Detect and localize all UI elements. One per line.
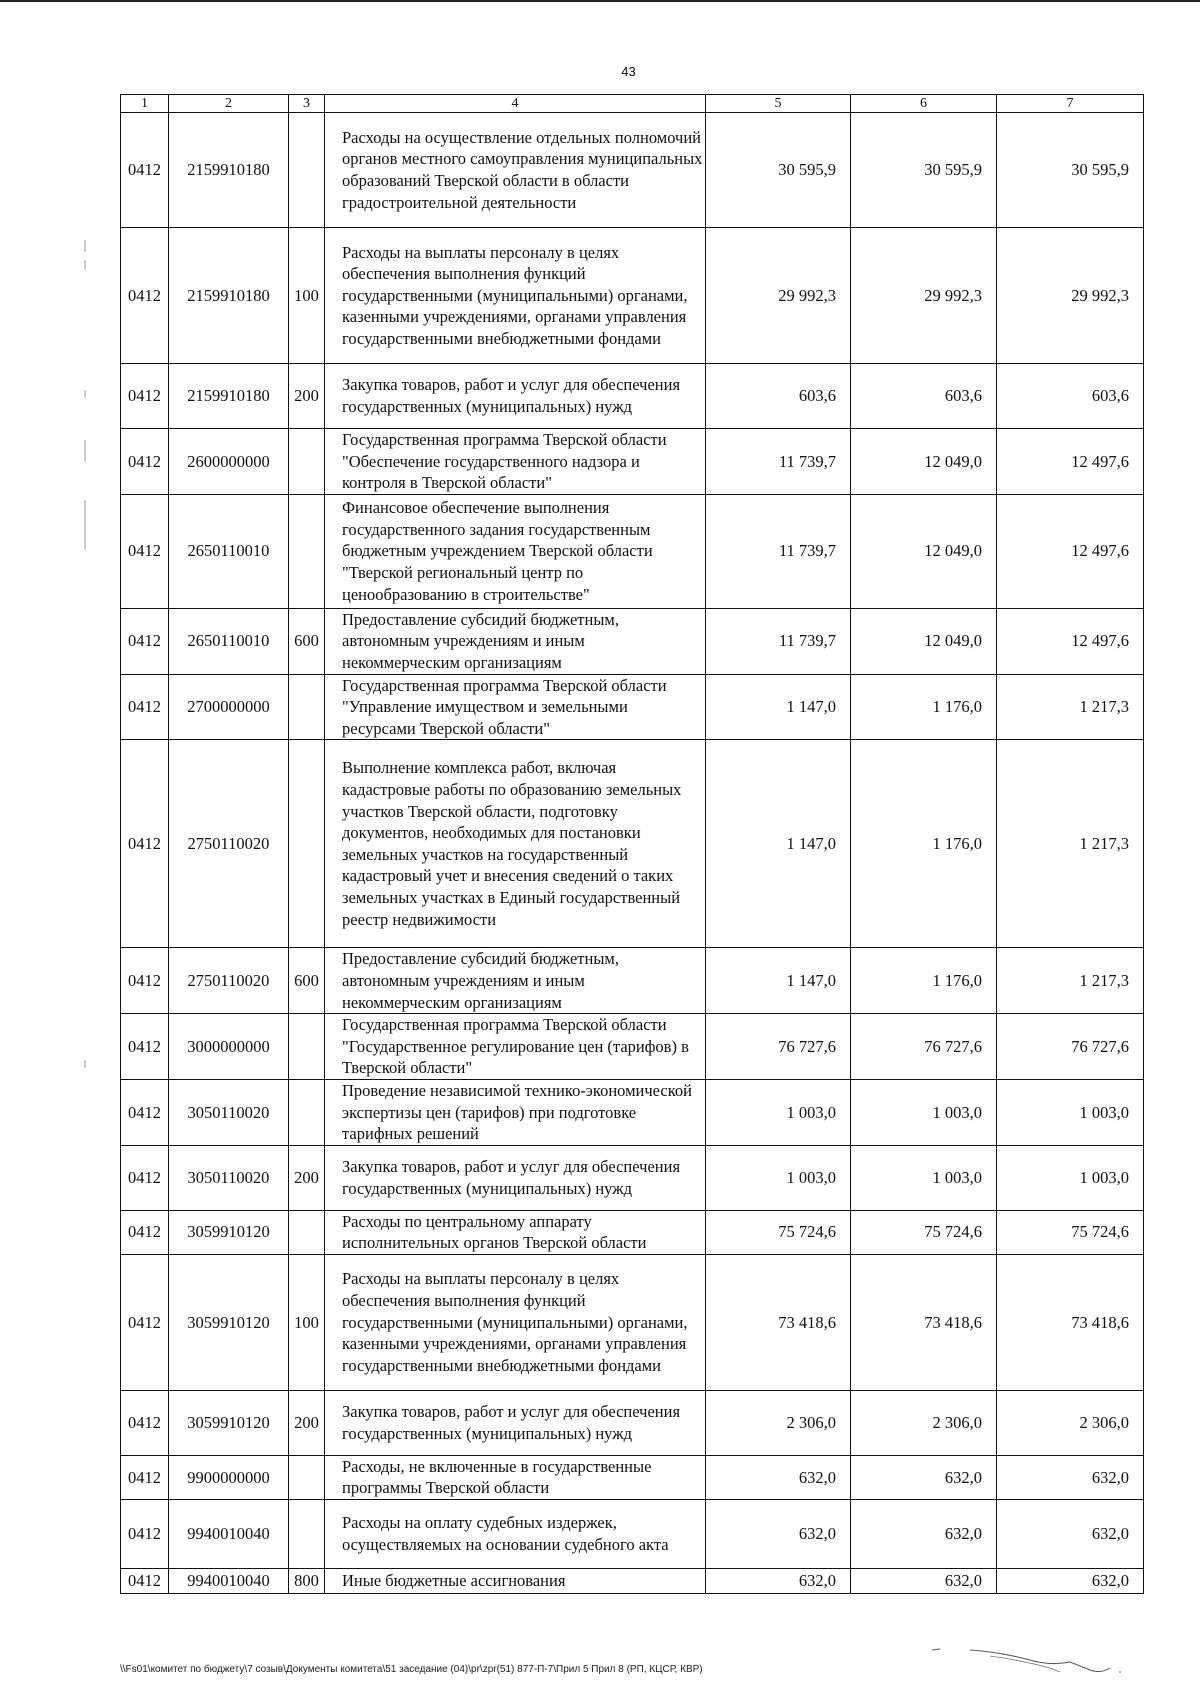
cell-section-code: 0412	[121, 674, 169, 740]
cell-amount-year-1: 11 739,7	[706, 608, 851, 674]
cell-description: Государственная программа Тверской области "Государственное регулирование цен (тарифов) в Тверской области"	[325, 1014, 706, 1080]
cell-amount-year-3: 2 306,0	[997, 1390, 1144, 1455]
cell-expense-type-code	[289, 740, 325, 948]
cell-amount-year-2: 603,6	[851, 364, 997, 429]
table-body	[121, 113, 1144, 1594]
cell-section-code: 0412	[121, 429, 169, 495]
cell-amount-year-1: 1 147,0	[706, 674, 851, 740]
cell-amount-year-3: 76 727,6	[997, 1014, 1144, 1080]
cell-amount-year-1: 11 739,7	[706, 429, 851, 495]
table-row	[121, 1455, 1144, 1499]
cell-target-article-code: 2159910180	[169, 113, 289, 228]
cell-expense-type-code	[289, 1455, 325, 1499]
cell-amount-year-3: 30 595,9	[997, 113, 1144, 228]
cell-description: Иные бюджетные ассигнования	[325, 1569, 706, 1594]
table-row	[121, 674, 1144, 740]
cell-amount-year-2: 76 727,6	[851, 1014, 997, 1080]
table-row	[121, 1390, 1144, 1455]
cell-amount-year-2: 1 176,0	[851, 740, 997, 948]
cell-target-article-code: 2750110020	[169, 740, 289, 948]
cell-amount-year-3: 29 992,3	[997, 228, 1144, 364]
table-row	[121, 429, 1144, 495]
cell-amount-year-1: 30 595,9	[706, 113, 851, 228]
table-row	[121, 1145, 1144, 1210]
cell-amount-year-2: 632,0	[851, 1569, 997, 1594]
cell-expense-type-code	[289, 1210, 325, 1254]
cell-section-code: 0412	[121, 113, 169, 228]
cell-amount-year-2: 30 595,9	[851, 113, 997, 228]
cell-section-code: 0412	[121, 1254, 169, 1390]
table-row	[121, 364, 1144, 429]
cell-amount-year-3: 632,0	[997, 1569, 1144, 1594]
cell-expense-type-code	[289, 1079, 325, 1145]
table-row	[121, 1210, 1144, 1254]
table-row	[121, 1014, 1144, 1080]
cell-section-code: 0412	[121, 1455, 169, 1499]
cell-expense-type-code	[289, 1014, 325, 1080]
cell-target-article-code: 3050110020	[169, 1079, 289, 1145]
cell-section-code: 0412	[121, 1210, 169, 1254]
cell-section-code: 0412	[121, 228, 169, 364]
cell-description: Закупка товаров, работ и услуг для обеспечения государственных (муниципальных) нужд	[325, 364, 706, 429]
cell-description: Проведение независимой технико-экономической экспертизы цен (тарифов) при подготовке тарифных решений	[325, 1079, 706, 1145]
margin-marks	[80, 240, 90, 1240]
cell-description: Расходы, не включенные в государственные программы Тверской области	[325, 1455, 706, 1499]
cell-target-article-code: 9900000000	[169, 1455, 289, 1499]
cell-amount-year-1: 76 727,6	[706, 1014, 851, 1080]
cell-expense-type-code: 600	[289, 608, 325, 674]
cell-target-article-code: 3059910120	[169, 1390, 289, 1455]
footer-file-path: \\Fs01\комитет по бюджету\7 созыв\Документы комитета\51 заседание (04)\pr\zpr(51) 877-П-7\Прил 5 Прил 8 (РП, КЦСР, КВР)	[120, 1664, 703, 1675]
cell-amount-year-2: 2 306,0	[851, 1390, 997, 1455]
cell-section-code: 0412	[121, 1390, 169, 1455]
cell-expense-type-code: 800	[289, 1569, 325, 1594]
cell-amount-year-3: 1 217,3	[997, 740, 1144, 948]
table-row	[121, 1254, 1144, 1390]
cell-amount-year-3: 12 497,6	[997, 494, 1144, 608]
cell-description: Предоставление субсидий бюджетным, автономным учреждениям и иным некоммерческим организациям	[325, 948, 706, 1014]
cell-amount-year-3: 1 217,3	[997, 948, 1144, 1014]
cell-target-article-code: 2650110010	[169, 494, 289, 608]
budget-table	[120, 94, 1144, 1594]
cell-expense-type-code	[289, 1500, 325, 1569]
cell-amount-year-1: 2 306,0	[706, 1390, 851, 1455]
cell-description: Закупка товаров, работ и услуг для обеспечения государственных (муниципальных) нужд	[325, 1390, 706, 1455]
cell-amount-year-3: 632,0	[997, 1455, 1144, 1499]
cell-target-article-code: 3050110020	[169, 1145, 289, 1210]
cell-section-code: 0412	[121, 1014, 169, 1080]
cell-description: Государственная программа Тверской области "Управление имуществом и земельными ресурсами Тверской области"	[325, 674, 706, 740]
top-border-rule	[0, 0, 1200, 2]
table-header	[121, 95, 1144, 113]
cell-description: Выполнение комплекса работ, включая кадастровые работы по образованию земельных участков Тверской области, подготовку документов, необходимых для постановки земельных участков на государственный кадастровый учет и внесения сведений о таких земельных участках в Единый государственный реестр недвижимости	[325, 740, 706, 948]
header-col-6: 6	[851, 95, 997, 113]
header-row	[121, 95, 1144, 113]
cell-expense-type-code: 200	[289, 1145, 325, 1210]
cell-amount-year-3: 632,0	[997, 1500, 1144, 1569]
cell-expense-type-code	[289, 113, 325, 228]
header-col-5: 5	[706, 95, 851, 113]
cell-amount-year-2: 75 724,6	[851, 1210, 997, 1254]
cell-section-code: 0412	[121, 364, 169, 429]
cell-section-code: 0412	[121, 608, 169, 674]
cell-description: Расходы на выплаты персоналу в целях обеспечения выполнения функций государственными (муниципальными) органами, казенными учреждениями, органами управления государственными внебюджетными фондами	[325, 228, 706, 364]
table-row	[121, 494, 1144, 608]
cell-section-code: 0412	[121, 948, 169, 1014]
cell-section-code: 0412	[121, 1145, 169, 1210]
cell-target-article-code: 9940010040	[169, 1500, 289, 1569]
cell-target-article-code: 3000000000	[169, 1014, 289, 1080]
cell-amount-year-3: 1 003,0	[997, 1079, 1144, 1145]
cell-description: Закупка товаров, работ и услуг для обеспечения государственных (муниципальных) нужд	[325, 1145, 706, 1210]
cell-amount-year-3: 1 003,0	[997, 1145, 1144, 1210]
cell-amount-year-1: 1 147,0	[706, 740, 851, 948]
cell-amount-year-3: 75 724,6	[997, 1210, 1144, 1254]
cell-amount-year-1: 1 003,0	[706, 1079, 851, 1145]
header-col-1: 1	[121, 95, 169, 113]
cell-description: Государственная программа Тверской области "Обеспечение государственного надзора и контроля в Тверской области"	[325, 429, 706, 495]
cell-description: Финансовое обеспечение выполнения государственного задания государственным бюджетным учреждением Тверской области "Тверской региональный центр по ценообразованию в строительстве"	[325, 494, 706, 608]
table-row	[121, 948, 1144, 1014]
cell-description: Предоставление субсидий бюджетным, автономным учреждениям и иным некоммерческим организациям	[325, 608, 706, 674]
table-row	[121, 113, 1144, 228]
header-col-2: 2	[169, 95, 289, 113]
cell-section-code: 0412	[121, 1500, 169, 1569]
header-col-7: 7	[997, 95, 1144, 113]
cell-amount-year-3: 73 418,6	[997, 1254, 1144, 1390]
cell-section-code: 0412	[121, 1569, 169, 1594]
cell-expense-type-code: 200	[289, 1390, 325, 1455]
table-row	[121, 608, 1144, 674]
cell-target-article-code: 3059910120	[169, 1254, 289, 1390]
cell-amount-year-3: 1 217,3	[997, 674, 1144, 740]
cell-target-article-code: 2600000000	[169, 429, 289, 495]
table-row	[121, 1079, 1144, 1145]
cell-expense-type-code	[289, 674, 325, 740]
cell-description: Расходы на оплату судебных издержек, осуществляемых на основании судебного акта	[325, 1500, 706, 1569]
cell-expense-type-code: 600	[289, 948, 325, 1014]
cell-amount-year-2: 1 176,0	[851, 948, 997, 1014]
cell-target-article-code: 2159910180	[169, 364, 289, 429]
table-row	[121, 1500, 1144, 1569]
cell-description: Расходы по центральному аппарату исполнительных органов Тверской области	[325, 1210, 706, 1254]
cell-amount-year-1: 632,0	[706, 1455, 851, 1499]
header-col-3: 3	[289, 95, 325, 113]
cell-expense-type-code	[289, 494, 325, 608]
table-row	[121, 740, 1144, 948]
table-row	[121, 1569, 1144, 1594]
cell-amount-year-2: 29 992,3	[851, 228, 997, 364]
cell-amount-year-2: 1 176,0	[851, 674, 997, 740]
cell-amount-year-1: 73 418,6	[706, 1254, 851, 1390]
cell-section-code: 0412	[121, 494, 169, 608]
cell-target-article-code: 3059910120	[169, 1210, 289, 1254]
cell-target-article-code: 9940010040	[169, 1569, 289, 1594]
cell-amount-year-2: 12 049,0	[851, 494, 997, 608]
table-row	[121, 228, 1144, 364]
cell-amount-year-2: 12 049,0	[851, 429, 997, 495]
cell-target-article-code: 2750110020	[169, 948, 289, 1014]
cell-amount-year-2: 1 003,0	[851, 1145, 997, 1210]
header-col-4: 4	[325, 95, 706, 113]
cell-amount-year-1: 632,0	[706, 1569, 851, 1594]
cell-amount-year-1: 1 003,0	[706, 1145, 851, 1210]
cell-amount-year-1: 29 992,3	[706, 228, 851, 364]
cell-target-article-code: 2650110010	[169, 608, 289, 674]
cell-amount-year-1: 603,6	[706, 364, 851, 429]
cell-amount-year-2: 632,0	[851, 1500, 997, 1569]
cell-expense-type-code: 100	[289, 1254, 325, 1390]
cell-amount-year-2: 73 418,6	[851, 1254, 997, 1390]
cell-amount-year-2: 12 049,0	[851, 608, 997, 674]
cell-amount-year-1: 75 724,6	[706, 1210, 851, 1254]
cell-amount-year-3: 12 497,6	[997, 608, 1144, 674]
cell-description: Расходы на осуществление отдельных полномочий органов местного самоуправления муниципальных образований Тверской области в области градостроительной деятельности	[325, 113, 706, 228]
cell-amount-year-1: 11 739,7	[706, 494, 851, 608]
cell-target-article-code: 2159910180	[169, 228, 289, 364]
cell-section-code: 0412	[121, 1079, 169, 1145]
page-number: 43	[621, 64, 636, 79]
cell-amount-year-2: 1 003,0	[851, 1079, 997, 1145]
cell-description: Расходы на выплаты персоналу в целях обеспечения выполнения функций государственными (муниципальными) органами, казенными учреждениями, органами управления государственными внебюджетными фондами	[325, 1254, 706, 1390]
cell-amount-year-1: 632,0	[706, 1500, 851, 1569]
cell-amount-year-3: 12 497,6	[997, 429, 1144, 495]
cell-amount-year-1: 1 147,0	[706, 948, 851, 1014]
cell-amount-year-3: 603,6	[997, 364, 1144, 429]
cell-amount-year-2: 632,0	[851, 1455, 997, 1499]
cell-expense-type-code	[289, 429, 325, 495]
signature-mark	[930, 1642, 1130, 1682]
cell-expense-type-code: 100	[289, 228, 325, 364]
cell-expense-type-code: 200	[289, 364, 325, 429]
cell-target-article-code: 2700000000	[169, 674, 289, 740]
cell-section-code: 0412	[121, 740, 169, 948]
